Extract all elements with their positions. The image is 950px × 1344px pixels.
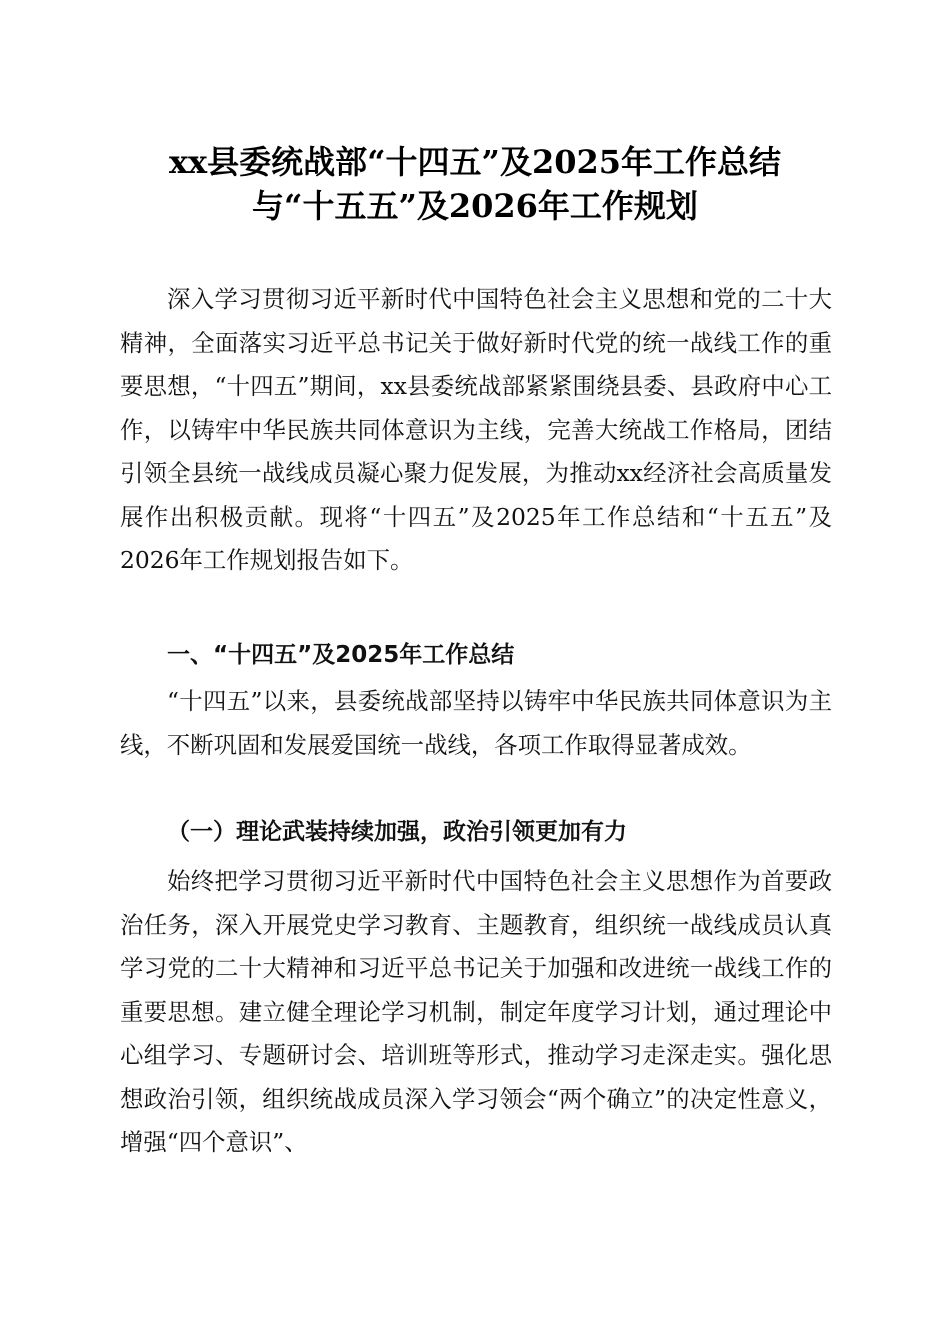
section-1-intro-paragraph: “十四五”以来，县委统战部坚持以铸牢中华民族共同体意识为主线，不断巩固和发展爱国统一战线，各项工作取得显著成效。 xyxy=(120,687,832,759)
section-1-heading: 一、“十四五”及2025年工作总结 xyxy=(167,642,515,668)
document-title-line-2: 与“十五五”及2026年工作规划 xyxy=(252,187,698,225)
intro-paragraph: 深入学习贯彻习近平新时代中国特色社会主义思想和党的二十大精神，全面落实习近平总书记关于做好新时代党的统一战线工作的重要思想，“十四五”期间，xx县委统战部紧紧围绕县委、县政府中心工作，以铸牢中华民族共同体意识为主线，完善大统战工作格局，团结引领全县统一战线成员凝心聚力促发展，为推动xx经济社会高质量发展作出积极贡献。现将“十四五”及2025年工作总结和“十五五”及2026年工作规划报告如下。 xyxy=(120,285,832,574)
subsection-1-heading: （一）理论武装持续加强，政治引领更加有力 xyxy=(167,818,627,845)
document-title-line-1: xx县委统战部“十四五”及2025年工作总结 xyxy=(168,143,782,181)
subsection-1-body-paragraph: 始终把学习贯彻习近平新时代中国特色社会主义思想作为首要政治任务，深入开展党史学习教育、主题教育，组织统一战线成员认真学习党的二十大精神和习近平总书记关于加强和改进统一战线工作的重要思想。建立健全理论学习机制，制定年度学习计划，通过理论中心组学习、专题研讨会、培训班等形式，推动学习走深走实。强化思想政治引领，组织统战成员深入学习领会“两个确立”的决定性意义，增强“四个意识”、 xyxy=(120,867,832,1156)
